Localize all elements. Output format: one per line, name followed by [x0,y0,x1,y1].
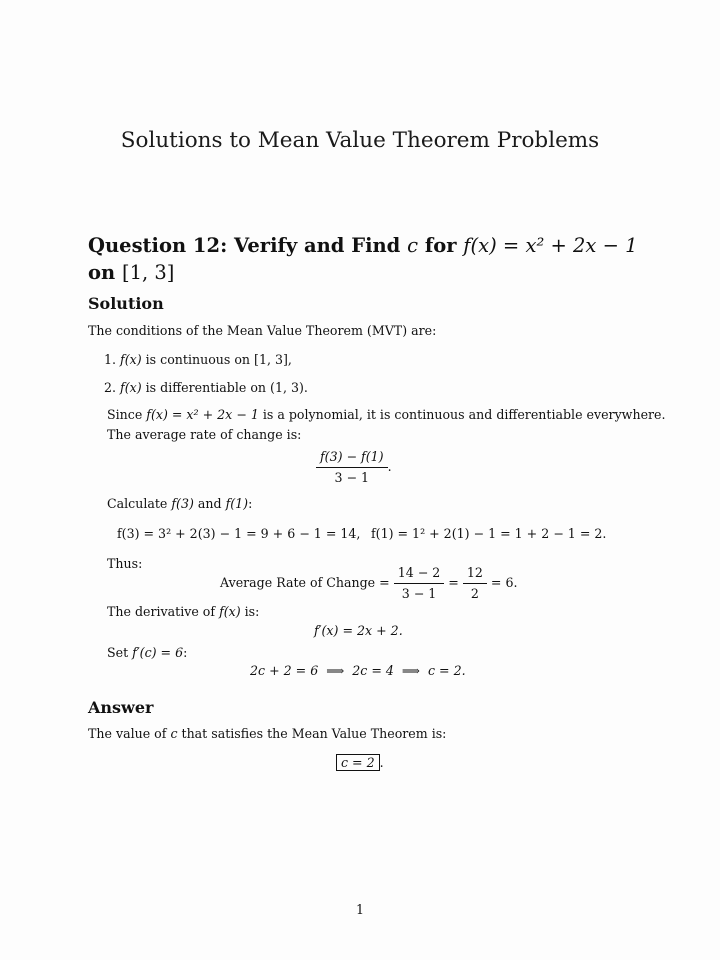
since-math: f(x) = x² + 2x − 1 [146,407,259,422]
set-line [107,645,187,660]
solve-equation: 2c + 2 = 6 ⟹ 2c = 4 ⟹ c = 2. [250,663,466,678]
answer-variable: c [170,726,178,741]
condition-text: is continuous on [1, 3], [141,352,292,367]
average-rate-line: The average rate of change is: [107,427,302,442]
fraction-numerator: 14 − 2 [394,565,445,584]
document-title: Solutions to Mean Value Theorem Problems [120,128,600,153]
calculate-line [107,496,252,511]
question-for-word: for [424,234,457,257]
polynomial-statement [107,407,666,422]
answer-period: . [379,755,384,770]
question-label: Question 12: Verify and Find [88,234,401,257]
condition-marker: 1. [104,352,117,367]
condition-marker: 2. [104,380,117,395]
equals-sign: = [444,575,463,590]
fraction-denominator: 2 [470,586,479,601]
solution-heading: Solution [88,294,164,313]
question-variable: c [407,234,419,257]
deriv-suffix: is: [240,604,260,619]
fraction [463,565,487,602]
answer-prefix: The value of [88,726,171,741]
page-number: 1 [355,902,364,917]
deriv-math: f(x) [219,604,241,619]
condition-text: is differentiable on (1, 3). [141,380,308,395]
answer-box: c = 2 [336,754,380,771]
fraction [394,565,445,602]
condition-item [104,380,308,395]
set-math: f′(c) = 6 [132,645,184,660]
mvt-intro: The conditions of the Mean Value Theorem (MVT) are: [88,323,437,338]
derivative-equation: f′(x) = 2x + 2. [314,623,403,638]
set-suffix: : [183,645,188,660]
average-rate-fraction [316,449,392,486]
f1-label: f(1) [225,496,249,511]
answer-suffix: that satisfies the Mean Value Theorem is: [177,726,447,741]
since-suffix: is a polynomial, it is continuous and differentiable everywhere. [258,407,666,422]
deriv-prefix: The derivative of [107,604,220,619]
evaluation-f1: f(1) = 1² + 2(1) − 1 = 1 + 2 − 1 = 2. [371,526,607,541]
question-heading [88,232,648,286]
fraction [316,449,388,486]
condition-item [104,352,292,367]
derivative-line [107,604,259,619]
calc-mid: and [193,496,226,511]
since-prefix: Since [107,407,147,422]
fraction-denominator: 3 − 1 [334,470,370,485]
f3-label: f(3) [171,496,194,511]
fraction-period: . [387,459,392,474]
question-interval: [1, 3] [121,261,175,284]
answer-text [88,726,446,741]
fraction-denominator: 3 − 1 [401,586,437,601]
question-function: f(x) = x² + 2x − 1 [463,234,638,257]
fraction-numerator: 12 [463,565,487,584]
boxed-answer [336,755,384,770]
thus-label: Thus: [107,556,143,571]
condition-math: f(x) [120,352,142,367]
arc-result: = 6. [486,575,518,590]
calc-prefix: Calculate [107,496,172,511]
calc-suffix: : [248,496,253,511]
set-prefix: Set [107,645,133,660]
evaluation-f3: f(3) = 3² + 2(3) − 1 = 9 + 6 − 1 = 14, [117,526,361,541]
fraction-numerator: f(3) − f(1) [316,449,388,468]
question-on-word: on [88,261,116,284]
arc-label: Average Rate of Change = [220,575,394,590]
condition-math: f(x) [120,380,142,395]
answer-heading: Answer [88,698,154,717]
average-rate-equation [220,565,517,602]
